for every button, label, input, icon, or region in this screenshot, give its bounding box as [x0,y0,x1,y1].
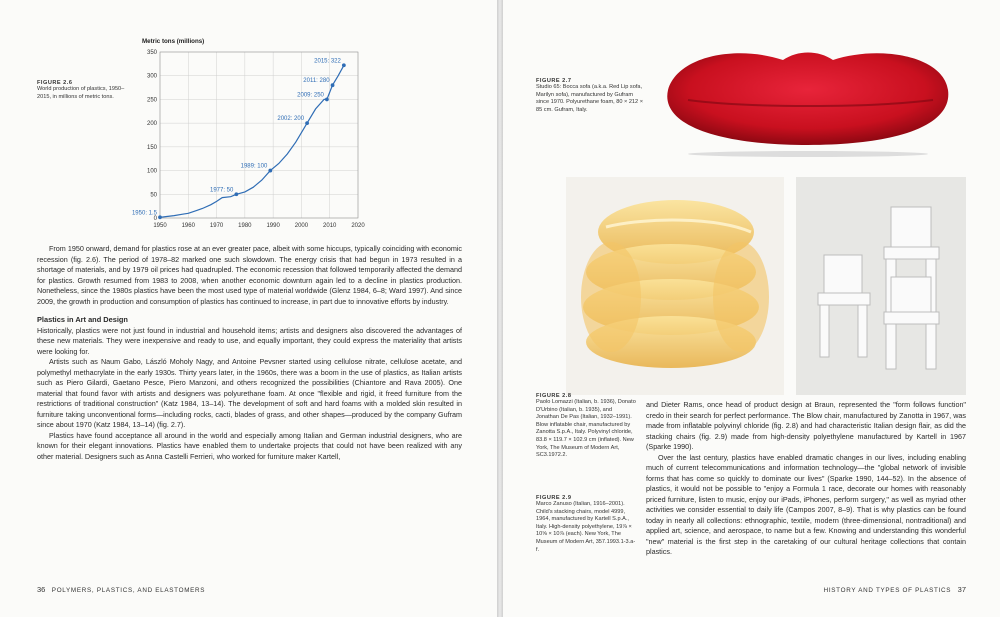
running-title: HISTORY AND TYPES OF PLASTICS [823,587,952,594]
left-body-text [37,244,462,462]
figure-label: FIGURE 2.6 [37,80,73,86]
data-label: 2009: 250 [297,92,324,99]
stacking-chairs-photo [796,177,966,395]
y-tick-label: 50 [150,192,157,199]
figure-2-9-caption [536,495,636,554]
running-title: POLYMERS, PLASTICS, AND ELASTOMERS [51,587,206,594]
production-chart [131,36,380,238]
stacking-chairs-image [796,177,966,395]
figure-2-6-caption [37,80,137,101]
page-number: 37 [957,585,966,594]
y-tick-label: 250 [146,97,157,104]
data-label: 1950: 1.5 [131,210,157,217]
right-footer [824,585,966,594]
plot-frame [160,52,358,218]
lip-sofa-image [648,30,965,160]
figure-2-8-caption [536,393,636,460]
figure-label: FIGURE 2.8 [536,393,572,399]
figure-label: FIGURE 2.7 [536,78,572,84]
x-tick-label: 1980 [238,223,252,229]
paragraph: Historically, plastics were not just found in industrial and household items; artists and designers also discovered the advantages of these new materials. They were inexpensive and ready to use, and equally important, they could express the materiality that artists were looking for. [37,325,462,356]
line-chart-svg [131,36,380,238]
y-tick-label: 350 [146,50,157,56]
left-footer [37,585,205,594]
data-point [331,83,335,87]
y-tick-label: 200 [146,121,157,128]
paragraph: From 1950 onward, demand for plastics rose at an ever greater pace, albeit with some hiccups, typically coinciding with economic recession (fig. 2.6). The period of 1978–82 marked one such slowdown. The energy crisis that had begun in 1973 resulted in a shortage of materials, and by 1979 oil prices had quadrupled. The economic recession that followed temporarily affected the demand for plastics. Growth resumed from 1983 to 2008, when another economic downturn again led to a decline in plastics production. Nonetheless, since the 1980s plastics have been the most used type of material worldwide (Glenz 1984, 6–8; Ward 1997). And since 2009, the growth in production and consumption of plastics has continued to increase, in part due to innovative efforts by industry. [37,244,462,306]
data-point [234,192,238,196]
x-tick-label: 2010 [323,223,337,229]
data-label: 1989: 100 [240,163,268,170]
paragraph: and Dieter Rams, once head of product design at Braun, represented the "form follows function" credo in their search for perfect performance. The Blow chair, manufactured by Zanotta in 1967, was made from inflatable polyvinyl chloride (fig. 2.8) and had characteristic Italian design flair, as did the stacking chairs (fig. 2.9) made from high-density polyethylene manufactured by Kartell in 1967 (Sparke 1990). [646,400,966,451]
paragraph: Over the last century, plastics have enabled dramatic changes in our lives, including enabling much of current telecommunications and information technology—the "global network of invisible forms that has come so quickly to dominate our lives" (Sparke 1990, 144–52). In the absence of plastics, it would not be possible to "enjoy a Formula 1 race, decorate our homes with reasonably priced furniture, listen to music, enjoy our iPads, iPhones, perform surgery," as well as myriad other activities we consider essential to daily life (Campos 2007, 8–9). That is why plastics can be found today in nearly all collections: ethnographic, textile, modern (three-dimensional, nontraditional) and applied art, science, and aerospace, to name but a few. Knowing and understanding this wonderful "new" material is the first step in the caretaking of our cultural heritage collections that contain plastics. [646,452,966,556]
data-point [158,215,162,219]
figure-2-7-caption [536,78,646,114]
data-point [305,121,309,125]
x-tick-label: 1990 [266,223,280,229]
y-tick-label: 300 [146,73,157,80]
right-body-text [646,400,966,558]
data-point [268,169,272,173]
x-tick-label: 1950 [153,223,167,229]
lip-sofa-photo [648,30,965,160]
y-tick-label: 150 [146,144,157,151]
y-tick-label: 0 [153,216,157,222]
data-label: 2015: 322 [314,58,341,65]
data-point [325,98,329,102]
x-tick-label: 2000 [294,223,309,229]
data-label: 1977: 50 [210,187,234,194]
figure-caption: Studio 65: Bocca sofa (a.k.a. Red Lip sofa, Marilyn sofa), manufactured by Gufram since 1970. Polyurethane foam, 80 × 212 × 85 cm. Gufram, Italy. [536,84,643,113]
data-point [342,63,346,67]
figure-caption: Paolo Lomazzi (Italian, b. 1936), Donato D'Urbino (Italian, b. 1935), and Jonathan De Pas (Italian, 1932–1991). Blow inflatable chair, manufactured by Zanotta S.p.A., Italy. Polyvinyl chloride, 83.8 × 119.7 × 102.9 cm (inflated). New York, The Museum of Modern Art, SC3.1972.2. [536,399,636,459]
data-label: 2011: 280 [303,78,330,85]
y-tick-label: 100 [146,168,157,175]
right-page [503,0,1000,617]
chart-title: Metric tons (millions) [142,38,205,45]
x-tick-label: 1970 [209,223,224,229]
figure-caption: Marco Zanuso (Italian, 1916–2001). Child's stacking chairs, model 4999, 1964, manufactured by Kartell S.p.A., Italy. High-density polyethylene, 19⅞ × 10⅝ × 10⅞ (each). New York, The Museum of Modern Art, 357.1993.1-3.a-f. [536,501,636,553]
blow-chair-photo [566,177,784,395]
left-page [0,0,497,617]
section-heading: Plastics in Art and Design [37,315,128,324]
x-tick-label: 1960 [181,223,195,229]
paragraph: Plastics have found acceptance all around in the world and especially among Italian and German industrial designers, who are known for their elegant innovations. Plastics have enabled them to undertake projects that could not have been realized with any other material. Designers such as Anna Castelli Ferrieri, who worked for furniture maker Kartell, [37,430,462,461]
paragraph: Artists such as Naum Gabo, László Moholy Nagy, and Antoine Pevsner started using cellulose nitrate, cellulose acetate, and polymethyl methacrylate in the early 1930s. Thirty years later, in the 1960s, there was a boom in the use of plastics, as Italian artists such as Piero Gilardi, Gaetano Pesce, Piero Manzoni, and others recognized the possibilities (Chiantore and Rava 2005). One material that found favor with artists and designers was polyurethane foam. At once "flexible and rigid, it freed furniture from the restrictions of traditional construction" (Katz 1984, 13–14). The development of soft and hard foams with a molded skin resulted in furniture taking unconventional forms—including rocks, cacti, blades of grass, and other shapes—produced by the company Gufram since about 1970 (Katz 1984, 13–14) (fig. 2.7). [37,357,462,429]
inflatable-chair-image [566,177,784,395]
page-number: 36 [37,585,46,594]
data-label: 2002: 200 [277,116,305,123]
figure-label: FIGURE 2.9 [536,495,572,501]
x-tick-label: 2020 [351,223,365,229]
figure-caption: World production of plastics, 1950–2015, in millions of metric tons. [37,86,125,100]
